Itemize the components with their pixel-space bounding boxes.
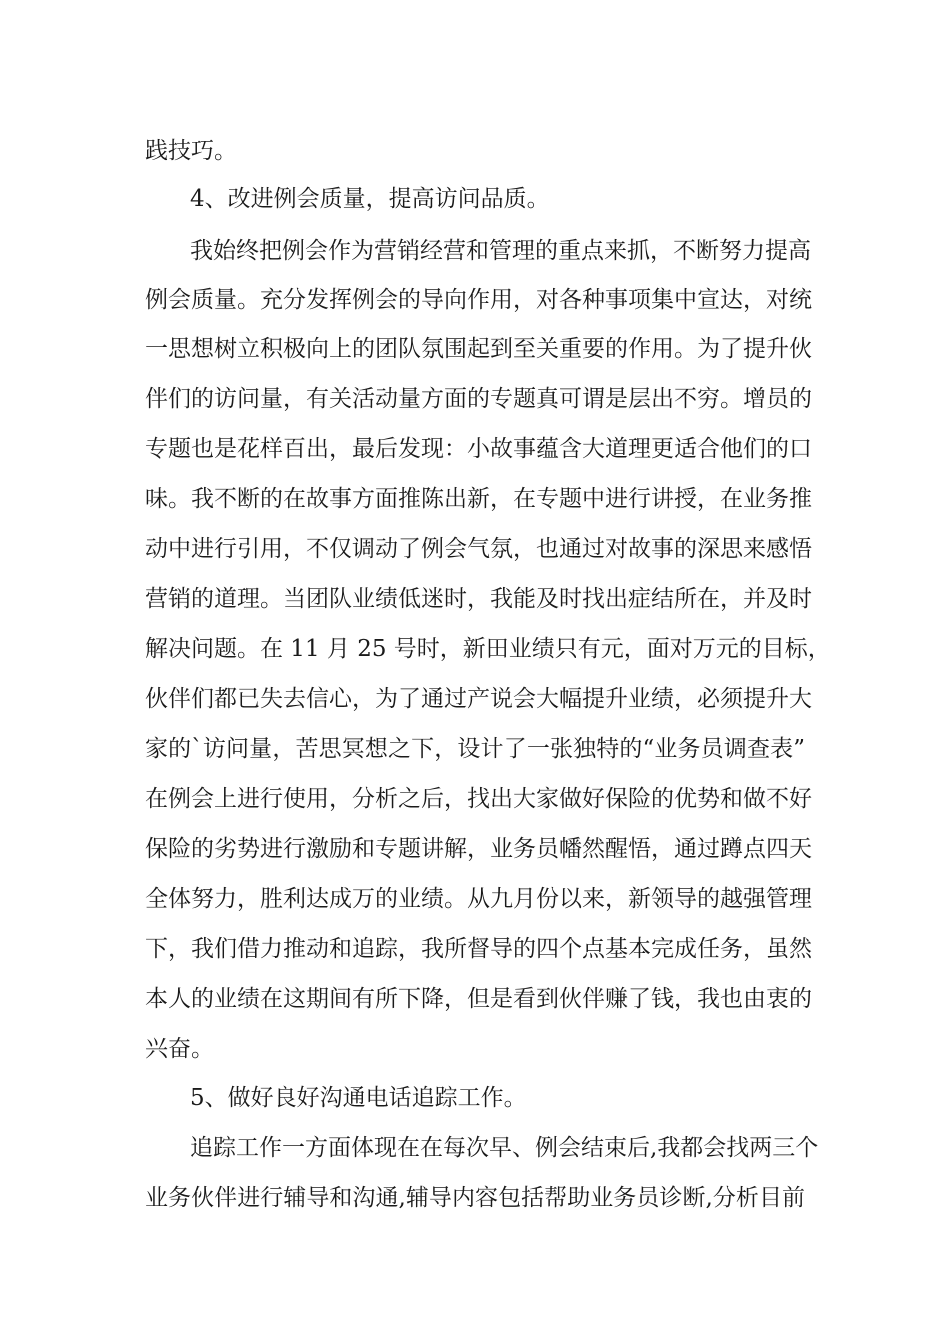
- text-line: 家的`访问量，苦思冥想之下，设计了一张独特的“业务员调查表”: [145, 736, 805, 762]
- text-line: 下，我们借力推动和追踪，我所督导的四个点基本完成任务，虽然: [145, 936, 812, 962]
- section-heading: 5、做好良好沟通电话追踪工作。: [190, 1085, 527, 1111]
- text-line: 践技巧。: [145, 138, 237, 164]
- text-line: 味。我不断的在故事方面推陈出新，在专题中进行讲授，在业务推: [145, 486, 812, 512]
- text-line: 动中进行引用，不仅调动了例会气氛，也通过对故事的深思来感悟: [145, 536, 812, 562]
- text-line: 保险的劣势进行激励和专题讲解，业务员幡然醒悟，通过蹲点四天: [145, 836, 812, 862]
- text-line: 本人的业绩在这期间有所下降，但是看到伙伴赚了钱，我也由衷的: [145, 986, 812, 1012]
- text-line: 营销的道理。当团队业绩低迷时，我能及时找出症结所在，并及时: [145, 586, 812, 612]
- text-line: 解决问题。在 11 月 25 号时，新田业绩只有元，面对万元的目标，: [145, 636, 831, 662]
- section-heading: 4、改进例会质量，提高访问品质。: [190, 186, 550, 212]
- text-line: 全体努力，胜利达成万的业绩。从九月份以来，新领导的越强管理: [145, 886, 812, 912]
- text-line: 伙伴们都已失去信心，为了通过产说会大幅提升业绩，必须提升大: [145, 686, 812, 712]
- text-line: 追踪工作一方面体现在在每次早、例会结束后,我都会找两三个: [190, 1135, 819, 1161]
- text-line: 兴奋。: [145, 1036, 214, 1062]
- text-line: 在例会上进行使用，分析之后，找出大家做好保险的优势和做不好: [145, 786, 812, 812]
- text-line: 例会质量。充分发挥例会的导向作用，对各种事项集中宣达，对统: [145, 287, 812, 313]
- text-line: 业务伙伴进行辅导和沟通,辅导内容包括帮助业务员诊断,分析目前: [145, 1185, 805, 1211]
- text-line: 我始终把例会作为营销经营和管理的重点来抓，不断努力提高: [190, 238, 811, 264]
- text-line: 伴们的访问量，有关活动量方面的专题真可谓是层出不穷。增员的: [145, 386, 812, 412]
- text-line: 专题也是花样百出，最后发现：小故事蕴含大道理更适合他们的口: [145, 436, 812, 462]
- text-line: 一思想树立积极向上的团队氛围起到至关重要的作用。为了提升伙: [145, 336, 812, 362]
